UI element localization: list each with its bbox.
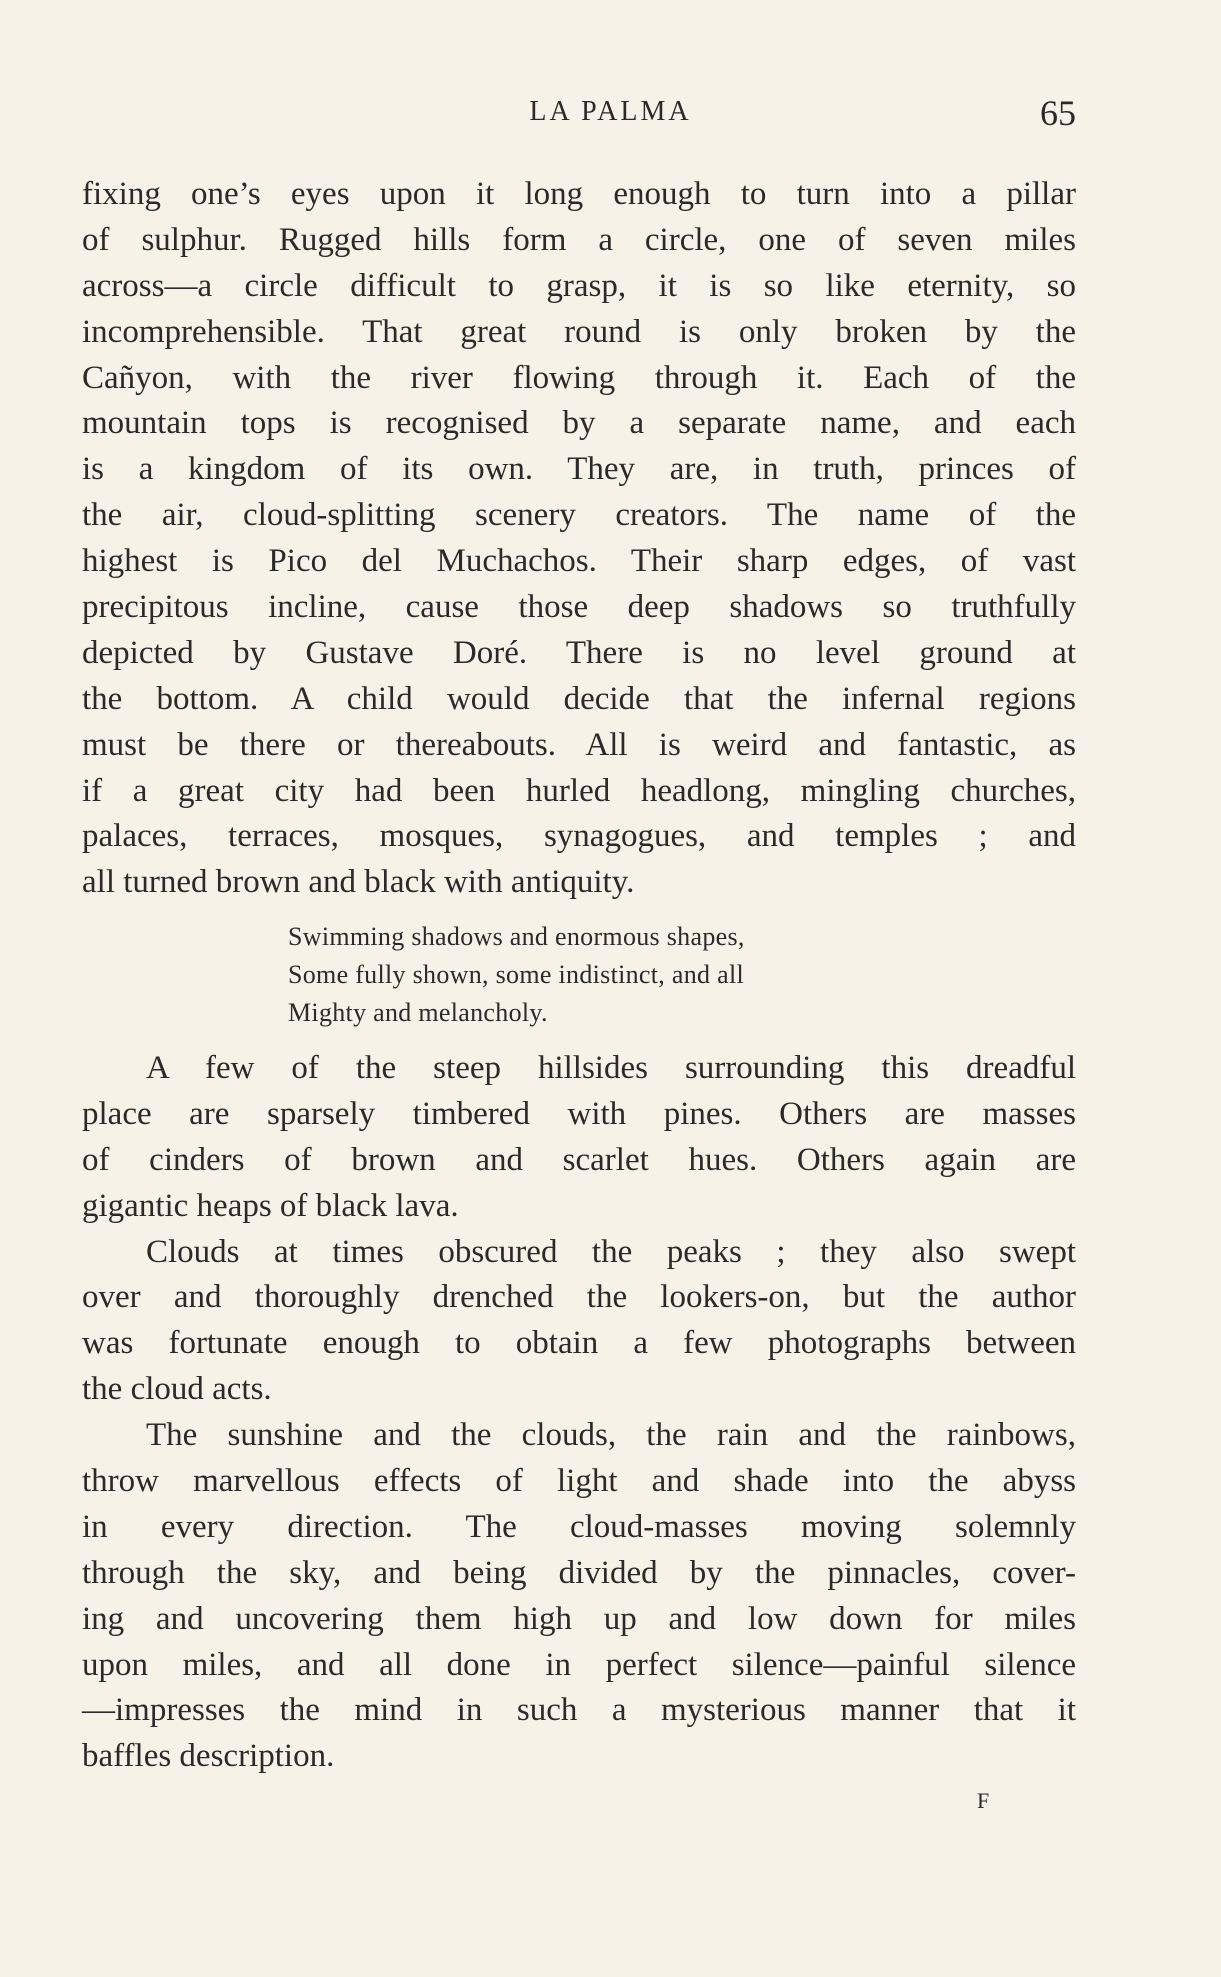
text-line: highest is Pico del Muchachos. Their sharp edges, of vast xyxy=(82,543,1076,580)
text-line: A few of the steep hillsides surrounding this dreadful xyxy=(146,1050,1076,1086)
text-line: if a great city had been hurled headlong, mingling churches, xyxy=(82,772,1076,809)
text-line: across—a circle difficult to grasp, it is so like eternity, so xyxy=(82,267,1076,304)
text-line: upon miles, and all done in perfect silence—painful silence xyxy=(82,1646,1076,1683)
text-line: all turned brown and black with antiquity. xyxy=(82,864,635,901)
text-line: was fortunate enough to obtain a few photographs between xyxy=(82,1325,1076,1362)
text-line: The sunshine and the clouds, the rain and the rainbows, xyxy=(146,1417,1076,1454)
text-line: over and thoroughly drenched the lookers-on, but the author xyxy=(82,1279,1076,1316)
text-line: the bottom. A child would decide that the infernal regions xyxy=(82,680,1076,717)
text-line: incomprehensible. That great round is only broken by the xyxy=(82,313,1076,350)
text-line: must be there or thereabouts. All is weird and fantastic, as xyxy=(82,726,1076,763)
verse-line: Some fully shown, some indistinct, and all xyxy=(288,960,745,989)
text-line: depicted by Gustave Doré. There is no level ground at xyxy=(82,634,1076,671)
text-line: the cloud acts. xyxy=(82,1371,272,1408)
text-line: —impresses the mind in such a mysterious manner that it xyxy=(82,1692,1076,1729)
paragraph-1 xyxy=(82,172,1076,906)
text-line: fixing one’s eyes upon it long enough to turn into a pillar xyxy=(82,176,1076,212)
text-line: the air, cloud-splitting scenery creators. The name of the xyxy=(82,497,1076,534)
text-line: Clouds at times obscured the peaks ; they also swept xyxy=(146,1233,1076,1270)
signature-mark: F xyxy=(977,1788,990,1813)
text-line: is a kingdom of its own. They are, in truth, princes of xyxy=(82,451,1076,488)
text-line: through the sky, and being divided by the pinnacles, cover- xyxy=(82,1554,1076,1591)
text-line: of cinders of brown and scarlet hues. Others again are xyxy=(82,1141,1076,1178)
text-line: Cañyon, with the river flowing through it. Each of the xyxy=(82,359,1076,396)
text-line: throw marvellous effects of light and shade into the abyss xyxy=(82,1463,1076,1500)
running-head: LA PALMA xyxy=(529,96,692,127)
text-line: place are sparsely timbered with pines. Others are masses xyxy=(82,1095,1076,1132)
text-line: gigantic heaps of black lava. xyxy=(82,1187,459,1224)
text-line: ing and uncovering them high up and low down for miles xyxy=(82,1600,1076,1637)
page-number: 65 xyxy=(1040,93,1076,133)
text-line: precipitous incline, cause those deep shadows so truthfully xyxy=(82,589,1076,626)
text-line: baffles description. xyxy=(82,1738,335,1775)
text-line: mountain tops is recognised by a separate name, and each xyxy=(82,405,1076,442)
text-line: palaces, terraces, mosques, synagogues, and temples ; and xyxy=(82,818,1076,855)
text-line: in every direction. The cloud-masses moving solemnly xyxy=(82,1508,1076,1545)
verse-line: Swimming shadows and enormous shapes, xyxy=(288,922,745,951)
verse-line: Mighty and melancholy. xyxy=(288,998,548,1027)
paragraphs-2 xyxy=(82,1046,1076,1780)
verse-quotation xyxy=(288,918,745,1032)
text-line: of sulphur. Rugged hills form a circle, one of seven miles xyxy=(82,221,1076,258)
